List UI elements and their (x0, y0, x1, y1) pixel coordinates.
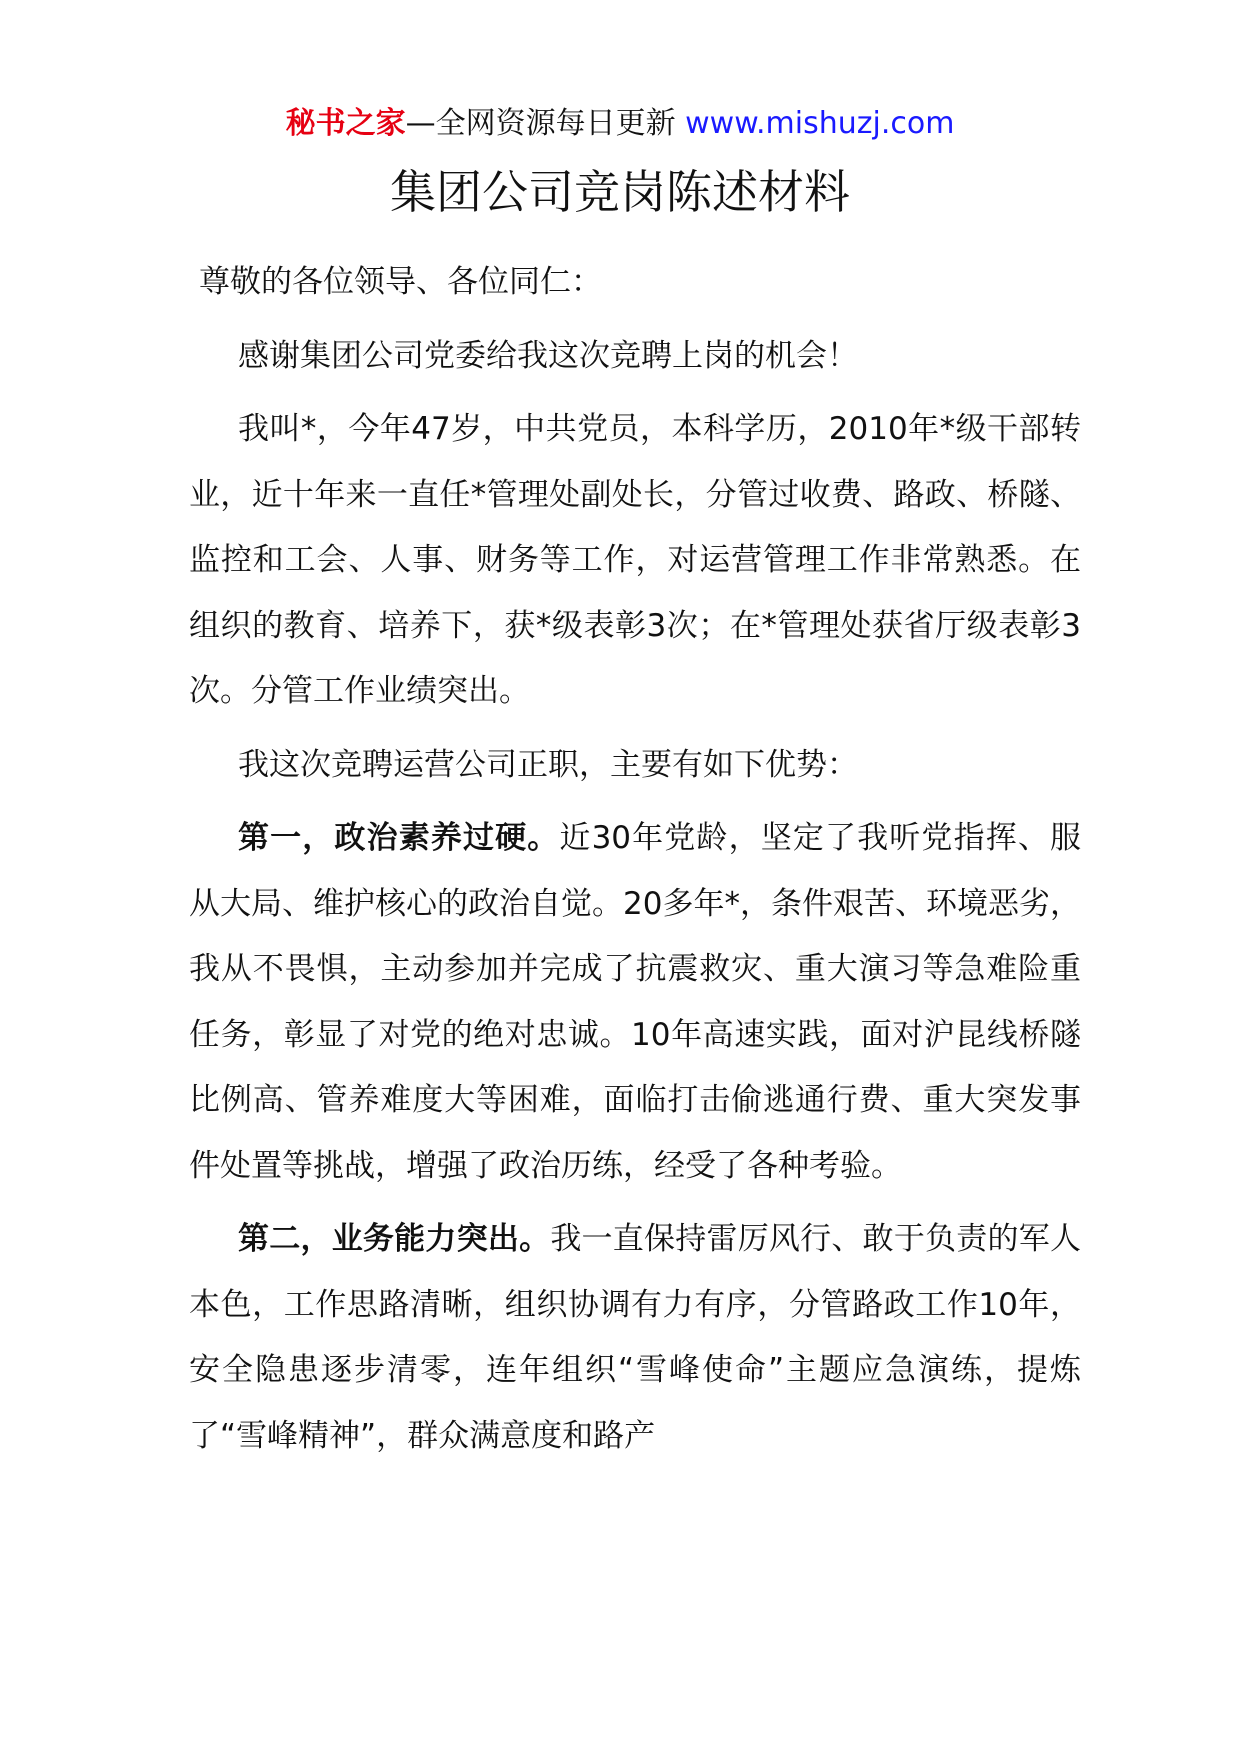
document-body (189, 250, 1081, 1469)
site-header (0, 102, 1240, 146)
brand-tagline: —全网资源每日更新 (405, 106, 686, 141)
paragraph: 感谢集团公司党委给我这次竞聘上岗的机会！ (238, 337, 858, 374)
paragraph (189, 1207, 1081, 1469)
paragraph-body: 我一直保持雷厉风行、敢于负责的军人本色，工作思路清晰，组织协调有力有序，分管路政工作10年，安全隐患逐步清零，连年组织“雪峰使命”主题应急演练，提炼了“雪峰精神”，群众满意度和路产 (189, 1221, 1082, 1454)
brand-name: 秘书之家 (285, 106, 406, 141)
paragraph: 我叫*，今年47岁，中共党员，本科学历，2010年*级干部转业，近十年来一直任*管理处副处长，分管过收费、路政、桥隧、监控和工会、人事、财务等工作，对运营管理工作非常熟悉。在组织的教育、培养下，获*级表彰3次；在*管理处获省厅级表彰3次。分管工作业绩突出。 (189, 411, 1081, 709)
site-url-link[interactable]: www.mishuzj.com (685, 106, 955, 141)
paragraph-lead: 第二，业务能力突出。 (238, 1221, 551, 1257)
document-title: 集团公司竞岗陈述材料 (390, 165, 850, 219)
paragraph (189, 806, 1081, 1199)
salutation: 尊敬的各位领导、各位同仁： (199, 264, 602, 300)
paragraph-body: 近30年党龄，坚定了我听党指挥、服从大局、维护核心的政治自觉。20多年*，条件艰苦、环境恶劣，我从不畏惧，主动参加并完成了抗震救灾、重大演习等急难险重任务，彰显了对党的绝对忠诚。10年高速实践，面对沪昆线桥隧比例高、管养难度大等困难，面临打击偷逃通行费、重大突发事件处置等挑战，增强了政治历练，经受了各种考验。 (189, 820, 1081, 1184)
paragraph-lead: 第一，政治素养过硬。 (238, 820, 560, 856)
paragraph: 我这次竞聘运营公司正职，主要有如下优势： (238, 746, 858, 783)
